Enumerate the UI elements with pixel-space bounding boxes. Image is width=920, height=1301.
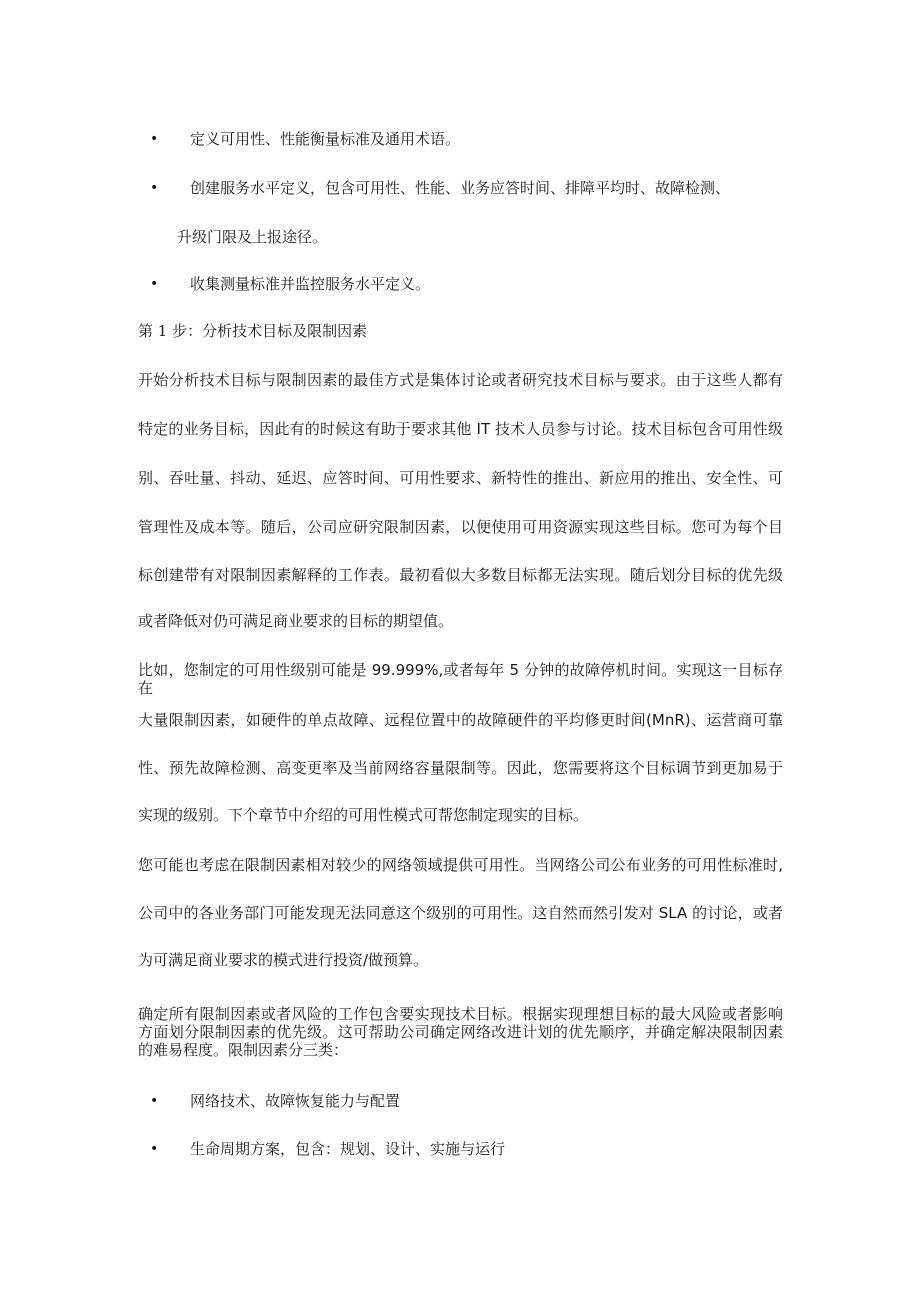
paragraph-line: 开始分析技术目标与限制因素的最佳方式是集体讨论或者研究技术目标与要求。由于这些人都有 <box>138 371 783 389</box>
paragraph-line: 标创建带有对限制因素解释的工作表。最初看似大多数目标都无法实现。随后划分目标的优先级 <box>138 566 783 584</box>
bullet-marker: • <box>150 131 159 147</box>
paragraph-line: 实现的级别。下个章节中介绍的可用性模式可帮您制定现实的目标。 <box>138 806 589 824</box>
paragraph-line: 或者降低对仍可满足商业要求的目标的期望值。 <box>138 612 454 630</box>
list-item: 网络技术、故障恢复能力与配置 <box>190 1092 401 1110</box>
paragraph-line: 比如，您制定的可用性级别可能是 99.999%,或者每年 5 分钟的故障停机时间。实现这一目标存在 <box>138 661 783 697</box>
paragraph-line: 确定所有限制因素或者风险的工作包含要实现技术目标。根据实现理想目标的最大风险或者影响 <box>138 1005 783 1023</box>
paragraph-line: 别、吞吐量、抖动、延迟、应答时间、可用性要求、新特性的推出、新应用的推出、安全性、可 <box>138 469 783 487</box>
paragraph-line: 特定的业务目标，因此有的时候这有助于要求其他 IT 技术人员参与讨论。技术目标包含可用性级 <box>138 420 783 438</box>
list-item: 定义可用性、性能衡量标准及通用术语。 <box>190 130 461 148</box>
paragraph-line: 公司中的各业务部门可能发现无法同意这个级别的可用性。这自然而然引发对 SLA 的讨论，或者 <box>138 904 783 922</box>
bullet-marker: • <box>150 1141 159 1157</box>
list-item: 收集测量标准并监控服务水平定义。 <box>190 275 431 293</box>
paragraph-line: 为可满足商业要求的模式进行投资/做预算。 <box>138 951 429 969</box>
list-item-continuation: 升级门限及上报途径。 <box>177 228 328 246</box>
bullet-marker: • <box>150 1093 159 1109</box>
list-item: 创建服务水平定义，包含可用性、性能、业务应答时间、排障平均时、故障检测、 <box>190 179 731 197</box>
paragraph-line: 方面划分限制因素的优先级。这可帮助公司确定网络改进计划的优先顺序，并确定解决限制因素 <box>138 1023 783 1041</box>
paragraph-line: 的难易程度。限制因素分三类： <box>138 1041 349 1059</box>
bullet-marker: • <box>150 180 159 196</box>
paragraph-line: 您可能也考虑在限制因素相对较少的网络领域提供可用性。当网络公司公布业务的可用性标准时, <box>138 856 783 874</box>
list-item: 生命周期方案，包含：规划、设计、实施与运行 <box>190 1140 506 1158</box>
paragraph-line: 管理性及成本等。随后，公司应研究限制因素，以便使用可用资源实现这些目标。您可为每个目 <box>138 518 783 536</box>
paragraph-line: 大量限制因素，如硬件的单点故障、远程位置中的故障硬件的平均修更时间(MnR)、运营商可靠 <box>138 711 783 729</box>
paragraph-block <box>138 1005 783 1059</box>
step-heading: 第 1 步：分析技术目标及限制因素 <box>138 322 368 340</box>
paragraph-line: 性、预先故障检测、高变更率及当前网络容量限制等。因此，您需要将这个目标调节到更加易于 <box>138 759 783 777</box>
bullet-marker: • <box>150 276 159 292</box>
